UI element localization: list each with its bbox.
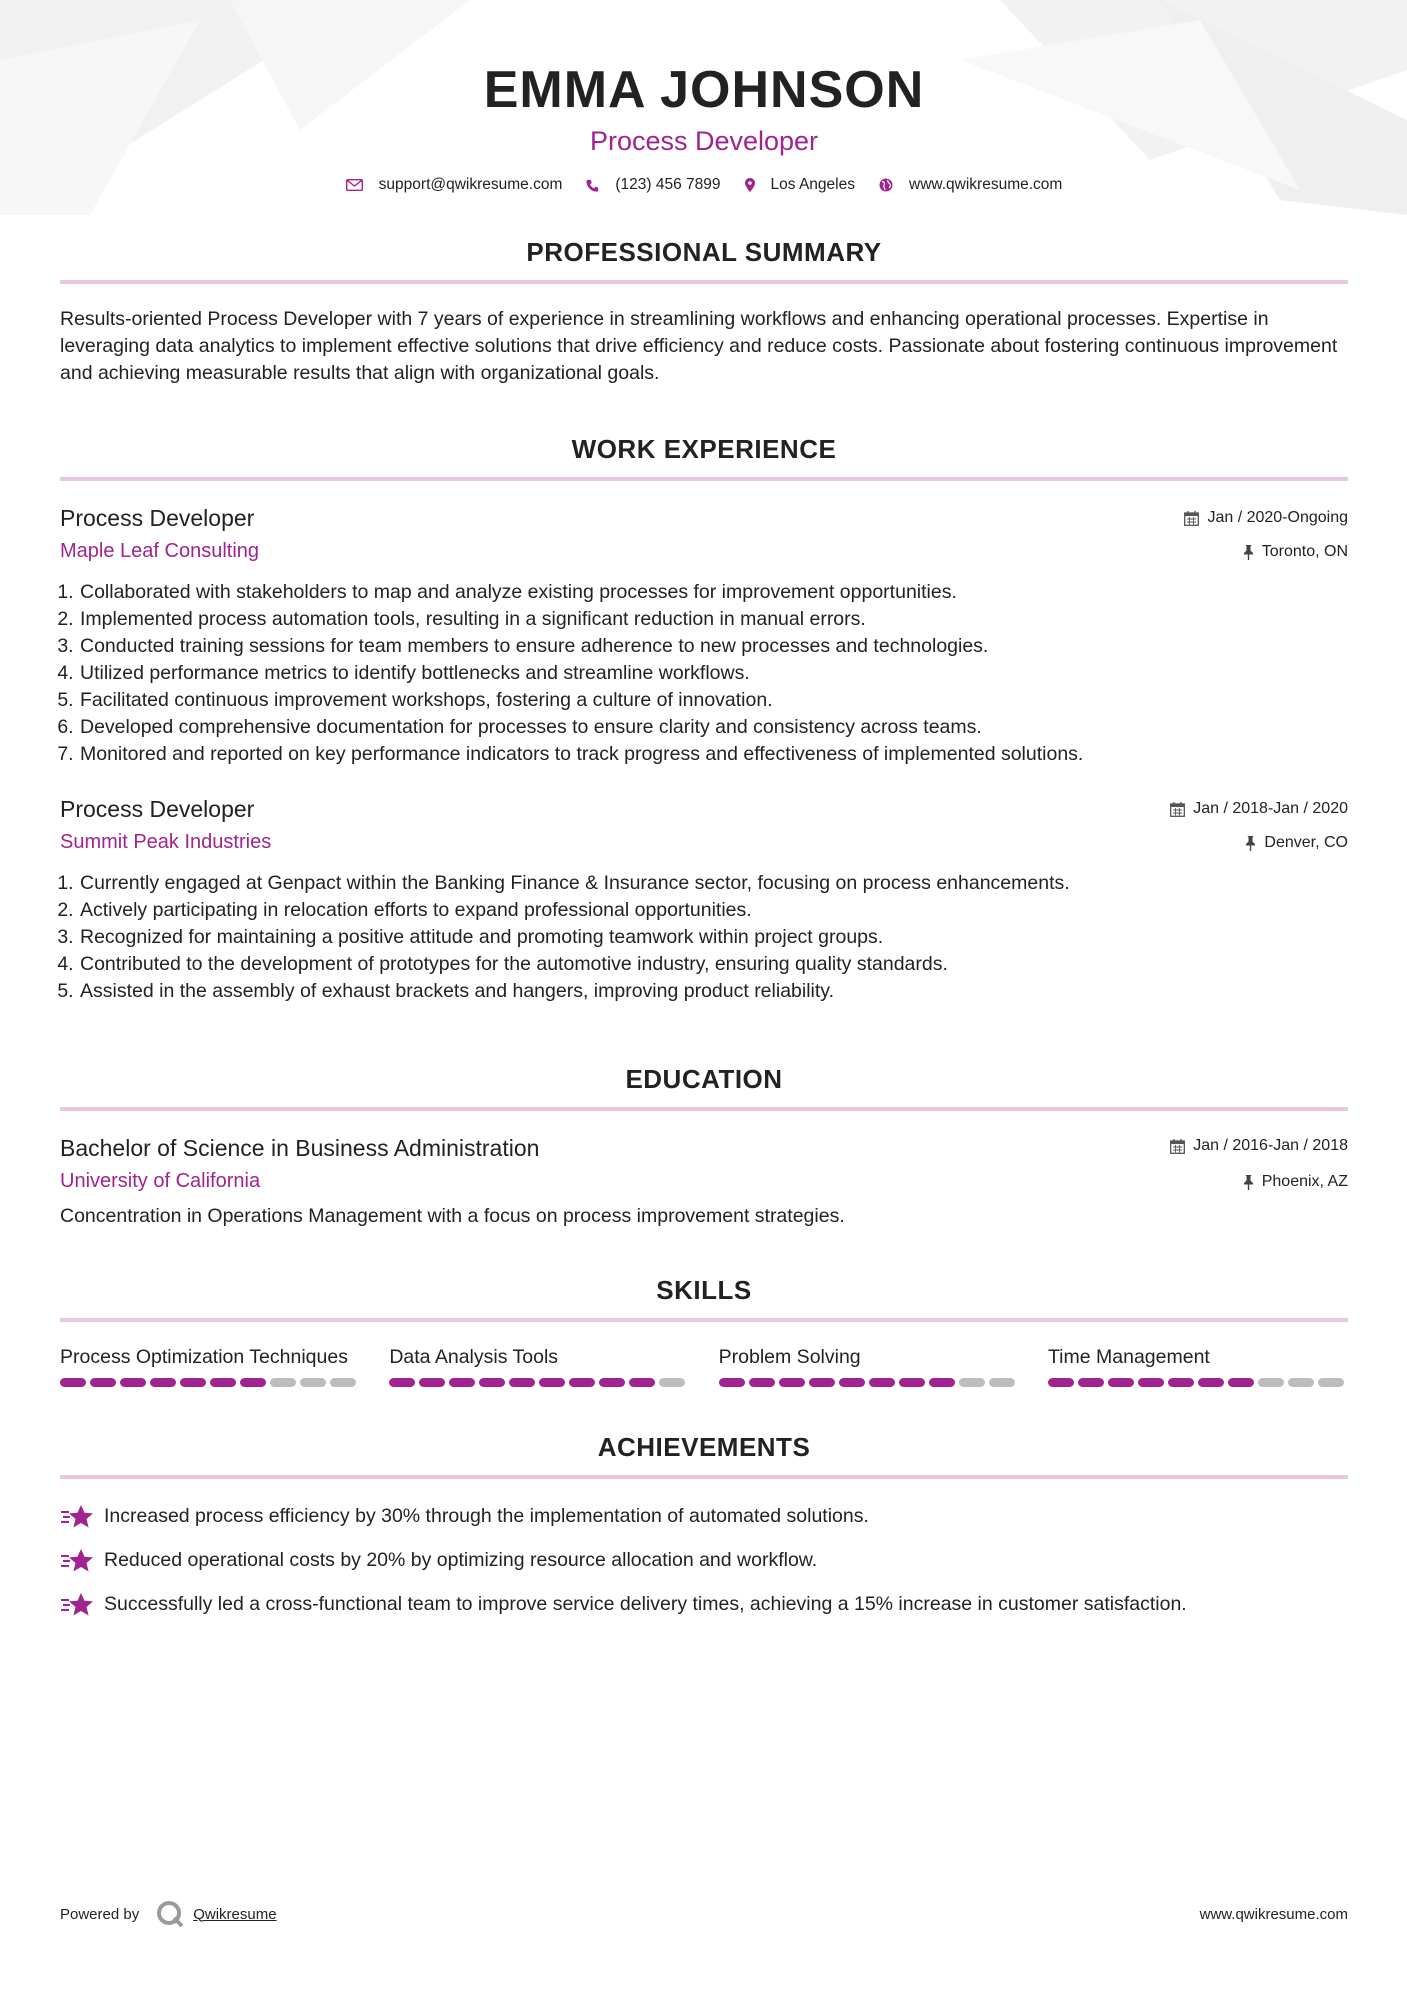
skill-meter-empty bbox=[1288, 1378, 1314, 1387]
skill-meter-empty bbox=[270, 1378, 296, 1387]
skill-name: Data Analysis Tools bbox=[389, 1346, 559, 1368]
skill-meter-filled bbox=[599, 1378, 625, 1387]
skill-meter-filled bbox=[389, 1378, 415, 1387]
job-entry bbox=[60, 503, 1348, 768]
job-company: Summit Peak Industries bbox=[60, 831, 272, 853]
skill-meter-filled bbox=[719, 1378, 745, 1387]
contact-phone-text: (123) 456 7899 bbox=[615, 176, 721, 193]
summary-heading: PROFESSIONAL SUMMARY bbox=[526, 237, 882, 267]
job-entry bbox=[60, 794, 1348, 1005]
skill-meter-empty bbox=[1258, 1378, 1284, 1387]
contact-email[interactable] bbox=[346, 176, 563, 194]
degree-title: Bachelor of Science in Business Administration bbox=[60, 1135, 540, 1161]
education-description: Concentration in Operations Management with a focus on process improvement strategies. bbox=[60, 1205, 845, 1227]
job-location-text: Denver, CO bbox=[1264, 834, 1348, 851]
skill-name: Process Optimization Techniques bbox=[60, 1346, 348, 1368]
skills-grid bbox=[60, 1344, 1348, 1387]
qwikresume-logo-icon bbox=[155, 1900, 185, 1928]
contact-website-text: www.qwikresume.com bbox=[909, 176, 1063, 193]
globe-icon bbox=[879, 178, 893, 192]
skill-meter-empty bbox=[330, 1378, 356, 1387]
skill-meter-filled bbox=[869, 1378, 895, 1387]
job-dates bbox=[1184, 507, 1348, 529]
section-divider bbox=[60, 1475, 1348, 1479]
skill-meter-filled bbox=[839, 1378, 865, 1387]
calendar-icon bbox=[1184, 511, 1199, 526]
calendar-icon bbox=[1170, 1139, 1185, 1154]
responsibility-item: 5. Facilitated continuous improvement workshops, fostering a culture of innovation. bbox=[79, 687, 1348, 714]
education-dates-text: Jan / 2016-Jan / 2018 bbox=[1193, 1137, 1348, 1154]
achievements-list bbox=[60, 1503, 1348, 1618]
skill-meter-empty bbox=[300, 1378, 326, 1387]
skill-meter-filled bbox=[629, 1378, 655, 1387]
skill-item bbox=[60, 1344, 360, 1387]
job-responsibilities bbox=[60, 870, 1348, 1005]
skill-name: Time Management bbox=[1047, 1346, 1210, 1368]
education-entry bbox=[60, 1133, 1348, 1230]
skill-meter-filled bbox=[449, 1378, 475, 1387]
calendar-icon bbox=[1170, 802, 1185, 817]
contact-bar bbox=[60, 176, 1348, 194]
experience-section bbox=[60, 433, 1348, 1005]
achievements-heading: ACHIEVEMENTS bbox=[597, 1432, 811, 1462]
section-divider bbox=[60, 1107, 1348, 1111]
contact-website[interactable] bbox=[879, 176, 1062, 194]
skill-meter-filled bbox=[479, 1378, 505, 1387]
skills-heading: SKILLS bbox=[656, 1275, 752, 1305]
education-dates bbox=[1170, 1135, 1348, 1157]
skill-name: Problem Solving bbox=[718, 1346, 861, 1368]
skill-item bbox=[389, 1344, 689, 1387]
responsibility-item: 7. Monitored and reported on key performance indicators to track progress and effectiveness of implemented solutions. bbox=[79, 741, 1348, 768]
section-divider bbox=[60, 280, 1348, 284]
school-name: University of California bbox=[60, 1170, 261, 1192]
map-pin-icon bbox=[745, 178, 755, 192]
qwikresume-link[interactable]: Qwikresume bbox=[193, 1905, 277, 1923]
contact-location-text: Los Angeles bbox=[770, 176, 855, 193]
skill-meter bbox=[60, 1378, 360, 1387]
skill-meter-filled bbox=[1078, 1378, 1104, 1387]
education-heading: EDUCATION bbox=[625, 1064, 783, 1094]
skill-meter-filled bbox=[90, 1378, 116, 1387]
skill-meter bbox=[719, 1378, 1019, 1387]
skill-meter-empty bbox=[1318, 1378, 1344, 1387]
contact-location bbox=[745, 176, 855, 194]
skill-item bbox=[719, 1344, 1019, 1387]
skill-meter-filled bbox=[1228, 1378, 1254, 1387]
powered-by bbox=[60, 1900, 277, 1928]
contact-email-text: support@qwikresume.com bbox=[378, 176, 563, 193]
resume-page bbox=[60, 0, 1348, 1635]
job-title: Process Developer bbox=[60, 505, 255, 531]
education-meta bbox=[1170, 1133, 1348, 1193]
responsibility-item: 3. Recognized for maintaining a positive attitude and promoting teamwork within project groups. bbox=[79, 924, 1348, 951]
job-location bbox=[1170, 832, 1348, 854]
skill-meter-filled bbox=[1108, 1378, 1134, 1387]
skill-meter-filled bbox=[419, 1378, 445, 1387]
education-location-text: Phoenix, AZ bbox=[1261, 1173, 1348, 1190]
job-title: Process Developer bbox=[60, 796, 255, 822]
responsibility-item: 4. Contributed to the development of prototypes for the automotive industry, ensuring quality standards. bbox=[79, 951, 1348, 978]
job-dates-text: Jan / 2020-Ongoing bbox=[1207, 509, 1348, 526]
achievement-item bbox=[60, 1591, 1348, 1618]
footer bbox=[60, 1900, 1348, 1928]
skill-meter-filled bbox=[1168, 1378, 1194, 1387]
pushpin-icon bbox=[1243, 545, 1254, 560]
responsibility-item: 5. Assisted in the assembly of exhaust brackets and hangers, improving product reliability. bbox=[79, 978, 1348, 1005]
job-location-text: Toronto, ON bbox=[1261, 543, 1348, 560]
education-section bbox=[60, 1063, 1348, 1230]
star-icon bbox=[60, 1592, 94, 1618]
skill-meter-filled bbox=[779, 1378, 805, 1387]
star-icon bbox=[60, 1548, 94, 1574]
responsibility-item: 2. Actively participating in relocation efforts to expand professional opportunities. bbox=[79, 897, 1348, 924]
summary-text: Results-oriented Process Developer with 7 years of experience in streamlining workflows and enhancing operational processes. Expertise in leveraging data analytics to implement effective solutions that drive efficiency and reduce costs. Passionate about fostering continuous improvement and achieving measurable results that align with organizational goals. bbox=[60, 308, 1338, 384]
star-icon bbox=[60, 1504, 94, 1530]
job-company: Maple Leaf Consulting bbox=[60, 540, 260, 562]
achievement-text: Increased process efficiency by 30% through the implementation of automated solutions. bbox=[104, 1505, 869, 1527]
phone-icon bbox=[586, 179, 599, 192]
pushpin-icon bbox=[1243, 1175, 1254, 1190]
achievement-text: Successfully led a cross-functional team to improve service delivery times, achieving a 15% increase in customer satisfaction. bbox=[104, 1593, 1187, 1615]
skill-meter-filled bbox=[749, 1378, 775, 1387]
skill-meter-filled bbox=[120, 1378, 146, 1387]
education-location bbox=[1170, 1171, 1348, 1193]
section-divider bbox=[60, 1318, 1348, 1322]
skill-meter-filled bbox=[929, 1378, 955, 1387]
skill-meter-filled bbox=[1138, 1378, 1164, 1387]
summary-section bbox=[60, 236, 1348, 387]
responsibility-item: 1. Currently engaged at Genpact within the Banking Finance & Insurance sector, focusing on process enhancements. bbox=[79, 870, 1348, 897]
skill-meter bbox=[389, 1378, 689, 1387]
skill-meter-filled bbox=[1048, 1378, 1074, 1387]
skill-meter-filled bbox=[210, 1378, 236, 1387]
job-meta bbox=[1184, 503, 1348, 563]
skill-meter-filled bbox=[569, 1378, 595, 1387]
contact-phone[interactable] bbox=[586, 176, 720, 194]
responsibility-item: 3. Conducted training sessions for team members to ensure adherence to new processes and technologies. bbox=[79, 633, 1348, 660]
skills-section bbox=[60, 1274, 1348, 1387]
responsibility-item: 1. Collaborated with stakeholders to map and analyze existing processes for improvement opportunities. bbox=[79, 579, 1348, 606]
skill-meter-empty bbox=[959, 1378, 985, 1387]
skill-meter-filled bbox=[150, 1378, 176, 1387]
skill-meter-filled bbox=[240, 1378, 266, 1387]
candidate-role: Process Developer bbox=[589, 126, 819, 156]
skill-meter-filled bbox=[539, 1378, 565, 1387]
skill-item bbox=[1048, 1344, 1348, 1387]
skill-meter-filled bbox=[899, 1378, 925, 1387]
pushpin-icon bbox=[1245, 836, 1256, 851]
skill-meter-filled bbox=[60, 1378, 86, 1387]
responsibility-item: 2. Implemented process automation tools, resulting in a significant reduction in manual errors. bbox=[79, 606, 1348, 633]
skill-meter-filled bbox=[509, 1378, 535, 1387]
resume-header bbox=[60, 58, 1348, 194]
experience-heading: WORK EXPERIENCE bbox=[571, 434, 837, 464]
job-responsibilities bbox=[60, 579, 1348, 768]
job-meta bbox=[1170, 794, 1348, 854]
skill-meter-filled bbox=[809, 1378, 835, 1387]
responsibility-item: 6. Developed comprehensive documentation for processes to ensure clarity and consistency across teams. bbox=[79, 714, 1348, 741]
powered-by-label: Powered by bbox=[60, 1905, 140, 1923]
skill-meter-filled bbox=[1198, 1378, 1224, 1387]
skill-meter bbox=[1048, 1378, 1348, 1387]
skill-meter-filled bbox=[180, 1378, 206, 1387]
responsibility-item: 4. Utilized performance metrics to identify bottlenecks and streamline workflows. bbox=[79, 660, 1348, 687]
footer-website[interactable]: www.qwikresume.com bbox=[1199, 1905, 1348, 1923]
achievements-section bbox=[60, 1431, 1348, 1618]
job-dates-text: Jan / 2018-Jan / 2020 bbox=[1193, 800, 1348, 817]
section-divider bbox=[60, 477, 1348, 481]
job-dates bbox=[1170, 798, 1348, 820]
achievement-text: Reduced operational costs by 20% by optimizing resource allocation and workflow. bbox=[104, 1549, 818, 1571]
achievement-item bbox=[60, 1503, 1348, 1530]
skill-meter-empty bbox=[659, 1378, 685, 1387]
achievement-item bbox=[60, 1547, 1348, 1574]
candidate-name: EMMA JOHNSON bbox=[483, 61, 925, 119]
job-location bbox=[1184, 541, 1348, 563]
skill-meter-empty bbox=[989, 1378, 1015, 1387]
envelope-icon bbox=[346, 179, 363, 191]
